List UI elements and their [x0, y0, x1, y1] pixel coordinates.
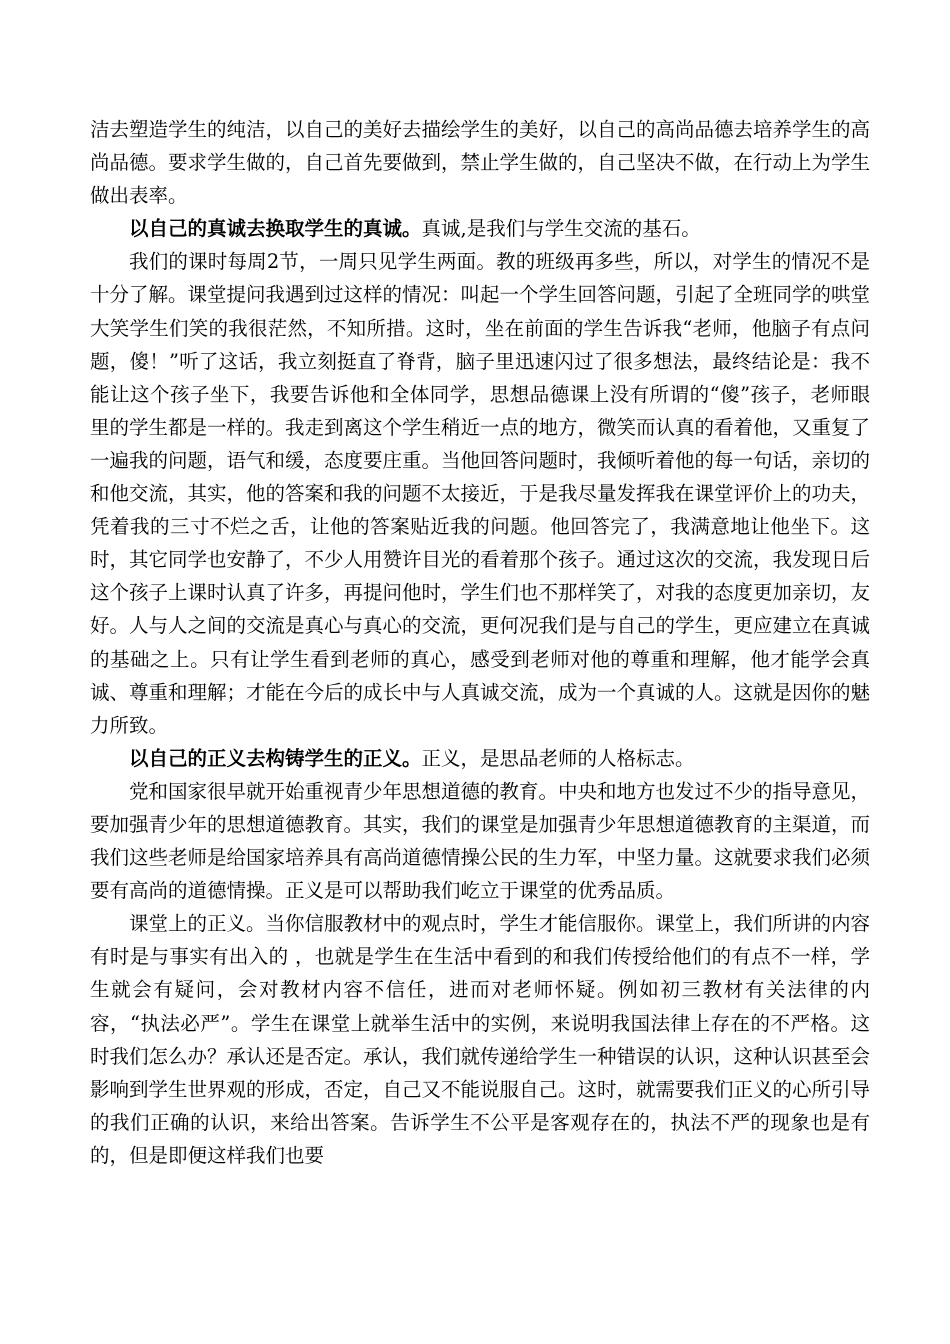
paragraph-moral-education	[90, 775, 870, 907]
paragraph-classroom-story	[90, 245, 870, 741]
paragraph-classroom-story-text: 我们的课时每周2节，一周只见学生两面。教的班级再多些，所以，对学生的情况不是十分了解。课堂提问我遇到过这样的情况：叫起一个学生回答问题，引起了全班同学的哄堂大笑学生们笑的我很茫然，不知所措。这时，坐在前面的学生告诉我“老师，他脑子有点问题，傻！”听了这话，我立刻挺直了脊背，脑子里迅速闪过了很多想法，最终结论是：我不能让这个孩子坐下，我要告诉他和全体同学，思想品德课上没有所谓的“傻”孩子，老师眼里的学生都是一样的。我走到离这个学生稍近一点的地方，微笑而认真的看着他，又重复了一遍我的问题，语气和缓，态度要庄重。当他回答问题时，我倾听着他的每一句话，亲切的和他交流，其实，他的答案和我的问题不太接近，于是我尽量发挥我在课堂评价上的功夫，凭着我的三寸不烂之舌，让他的答案贴近我的问题。他回答完了，我满意地让他坐下。这时，其它同学也安静了，不少人用赞许目光的看着那个孩子。通过这次的交流，我发现日后这个孩子上课时认真了许多，再提问他时，学生们也不那样笑了，对我的态度更加亲切，友好。人与人之间的交流是真心与真心的交流，更何况我们是与自己的学生，更应建立在真诚的基础之上。只有让学生看到老师的真心，感受到老师对他的尊重和理解，他才能学会真诚、尊重和理解；才能在今后的成长中与人真诚交流，成为一个真诚的人。这就是因你的魅力所致。	[90, 250, 871, 737]
paragraph-1	[90, 113, 870, 212]
paragraph-sincerity	[90, 212, 870, 245]
paragraph-classroom-justice-text: 课堂上的正义。当你信服教材中的观点时，学生才能信服你。课堂上，我们所讲的内容有时是与事实有出入的 ，也就是学生在生活中看到的和我们传授给他们的有点不一样，学生就会有疑问，会对教材内容不信任，进而对老师怀疑。例如初三教材有关法律的内容，“执法必严”。学生在课堂上就举生活中的实例，来说明我国法律上存在的不严格。这时我们怎么办？承认还是否定。承认，我们就传递给学生一种错误的认识，这种认识甚至会影响到学生世界观的形成，否定，自己又不能说服自己。这时，就需要我们正义的心所引导的我们正确的认识，来给出答案。告诉学生不公平是客观存在的，执法不严的现象也是有的，但是即便这样我们也要	[90, 912, 871, 1167]
heading-sincerity: 以自己的真诚去换取学生的真诚。	[129, 217, 422, 241]
heading-justice: 以自己的正义去构铸学生的正义。	[129, 746, 422, 770]
paragraph-1-text: 洁去塑造学生的纯洁，以自己的美好去描绘学生的美好，以自己的高尚品德去培养学生的高尚品德。要求学生做的，自己首先要做到，禁止学生做的，自己坚决不做，在行动上为学生做出表率。	[90, 118, 871, 208]
paragraph-justice-text: 正义，是思品老师的人格标志。	[421, 746, 695, 770]
paragraph-sincerity-text: 真诚,是我们与学生交流的基石。	[421, 217, 701, 241]
document-page	[90, 113, 870, 1172]
paragraph-classroom-justice	[90, 907, 870, 1172]
paragraph-justice	[90, 742, 870, 775]
paragraph-moral-education-text: 党和国家很早就开始重视青少年思想道德的教育。中央和地方也发过不少的指导意见，要加强青少年的思想道德教育。其实，我们的课堂是加强青少年思想道德教育的主渠道，而我们这些老师是给国家培养具有高尚道德情操公民的生力军，中坚力量。这就要求我们必须要有高尚的道德情操。正义是可以帮助我们屹立于课堂的优秀品质。	[90, 779, 871, 903]
